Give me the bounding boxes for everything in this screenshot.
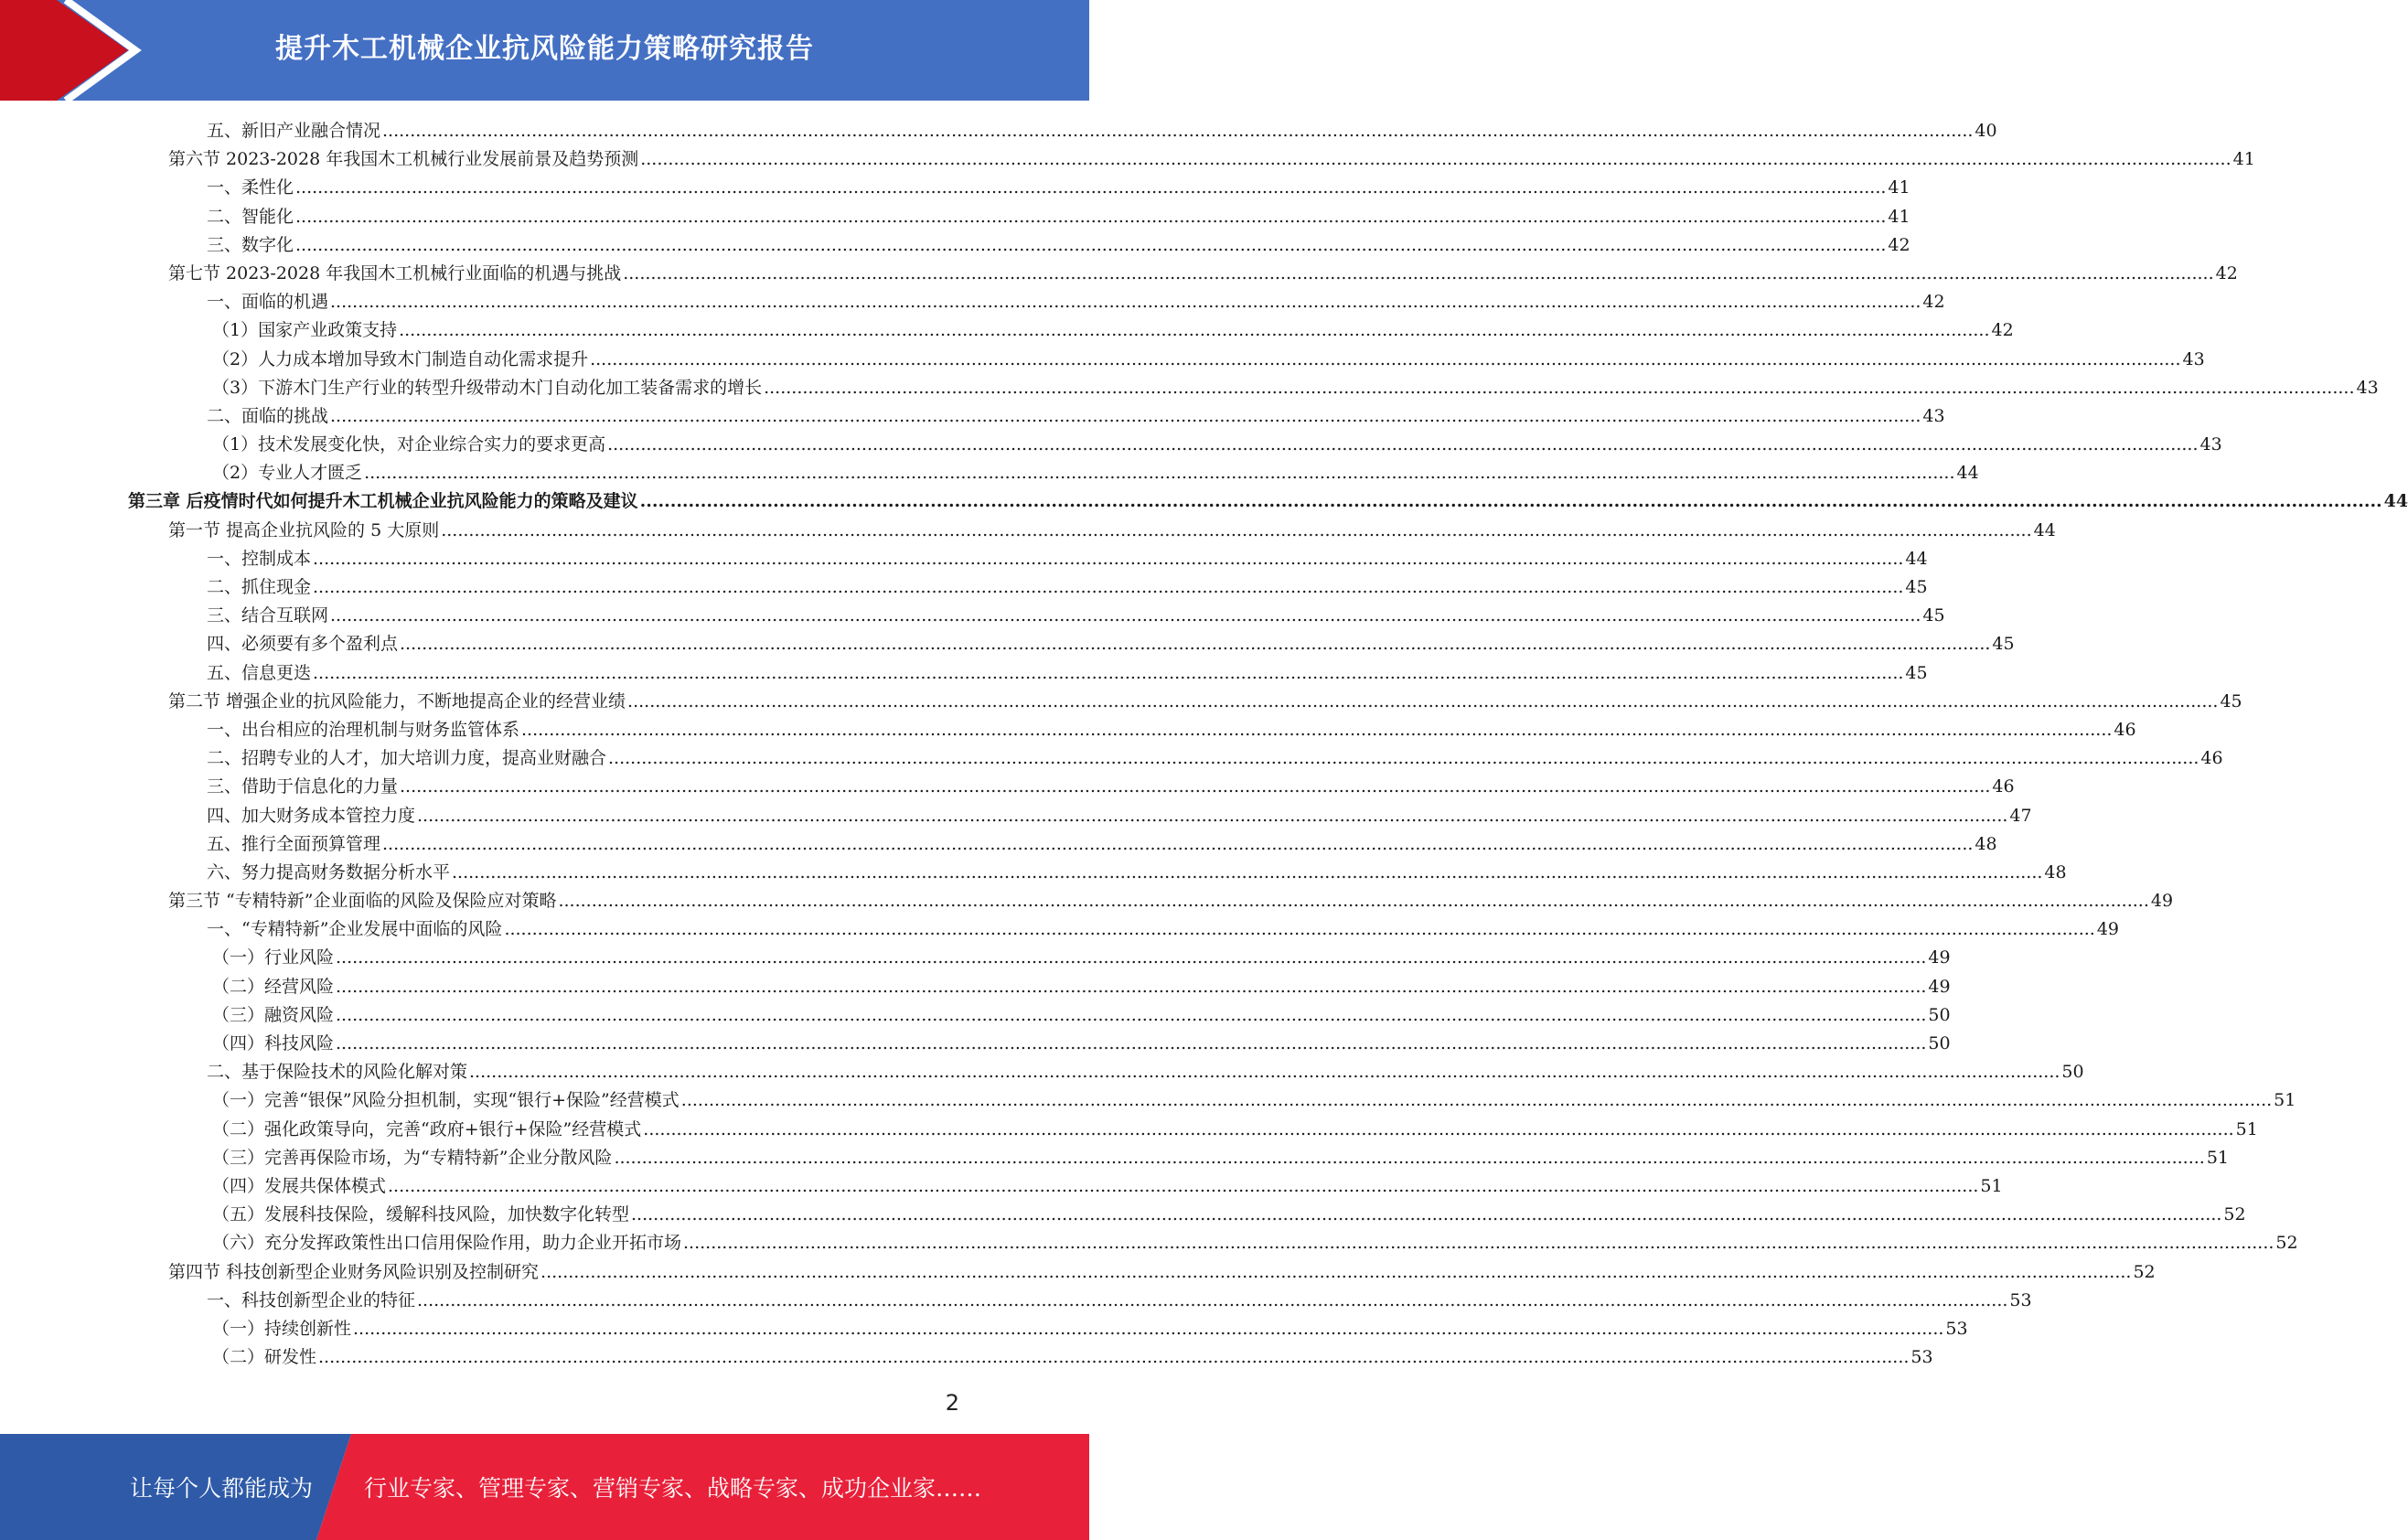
toc-entry-page: 52 (2275, 1233, 2298, 1254)
toc-dot-leader (540, 1258, 2131, 1287)
toc-entry-title: 二、抓住现金 (207, 577, 312, 597)
toc-dot-leader (336, 944, 1926, 972)
toc-entry[interactable] (128, 915, 2120, 944)
toc-entry-page: 43 (2356, 377, 2379, 398)
toc-entry-page: 45 (1992, 634, 2015, 655)
toc-dot-leader (295, 174, 1886, 202)
toc-entry[interactable] (128, 944, 1951, 972)
toc-entry[interactable] (128, 346, 2205, 374)
toc-entry-title: 二、招聘专业的人才，加大培训力度，提高业财融合 (207, 748, 607, 769)
toc-entry[interactable] (128, 716, 2136, 744)
toc-entry-page: 48 (2044, 861, 2067, 882)
toc-entry[interactable] (128, 744, 2223, 773)
toc-entry[interactable] (128, 973, 1951, 1001)
toc-entry[interactable] (128, 1144, 2230, 1172)
toc-entry-page: 50 (1928, 1004, 1951, 1025)
toc-entry-title: 一、控制成本 (207, 548, 312, 569)
toc-dot-leader (521, 716, 2112, 744)
toc-dot-leader (318, 1343, 1909, 1372)
page-footer (0, 1434, 1089, 1540)
toc-entry-page: 41 (2232, 149, 2255, 170)
toc-entry[interactable] (128, 859, 2067, 887)
toc-entry[interactable] (128, 688, 2242, 716)
toc-entry[interactable] (128, 1058, 2084, 1086)
toc-entry[interactable] (128, 1229, 2298, 1257)
toc-dot-leader (640, 487, 2382, 516)
toc-entry-title: 二、基于保险技术的风险化解对策 (207, 1062, 468, 1083)
toc-entry[interactable] (128, 459, 1979, 487)
table-of-contents (128, 117, 2408, 1372)
toc-entry[interactable] (128, 117, 1997, 145)
toc-entry-title: 第三节 “专精特新”企业面临的风险及保险应对策略 (168, 891, 557, 912)
toc-entry-title: （四）科技风险 (212, 1033, 335, 1053)
toc-entry-title: （一）完善“银保”风险分担机制，实现“银行+保险”经营模式 (212, 1090, 680, 1111)
toc-entry-page: 53 (1910, 1347, 1933, 1368)
toc-entry-title: 五、推行全面预算管理 (207, 833, 381, 854)
toc-dot-leader (400, 630, 1990, 658)
toc-entry-page: 49 (1928, 976, 1951, 997)
toc-entry-page: 43 (2182, 348, 2205, 369)
toc-entry-title: 第二节 增强企业的抗风险能力，不断地提高企业的经营业绩 (168, 690, 626, 711)
toc-entry-title: （1）国家产业政策支持 (212, 320, 398, 341)
toc-entry[interactable] (128, 830, 1997, 859)
toc-entry-title: 一、柔性化 (207, 177, 294, 198)
toc-entry-page: 42 (1922, 292, 1945, 313)
toc-entry[interactable] (128, 1258, 2156, 1287)
toc-entry-page: 44 (1956, 463, 1979, 484)
toc-dot-leader (643, 1116, 2233, 1144)
toc-entry[interactable] (128, 545, 1928, 573)
toc-entry[interactable] (128, 773, 2015, 801)
toc-entry-title: （五）发展科技保险，缓解科技风险，加快数字化转型 (212, 1204, 630, 1225)
toc-entry[interactable] (128, 630, 2015, 658)
toc-dot-leader (313, 659, 1903, 688)
toc-entry-title: 第一节 提高企业抗风险的 5 大原则 (168, 519, 440, 540)
toc-entry[interactable] (128, 260, 2238, 288)
toc-dot-leader (399, 316, 1989, 345)
toc-dot-leader (614, 1144, 2204, 1172)
toc-entry[interactable] (128, 288, 1945, 316)
toc-entry-page: 49 (2150, 891, 2174, 912)
toc-entry-page: 47 (2009, 805, 2032, 826)
toc-entry-page: 46 (2200, 748, 2223, 769)
toc-entry-page: 51 (1980, 1175, 2003, 1196)
toc-dot-leader (295, 231, 1886, 260)
toc-dot-leader (608, 744, 2199, 773)
toc-entry-page: 53 (1945, 1318, 1968, 1339)
toc-dot-leader (336, 1001, 1926, 1030)
toc-entry-page: 41 (1888, 206, 1910, 227)
toc-dot-leader (313, 545, 1903, 573)
toc-dot-leader (330, 402, 1921, 431)
toc-entry-title: （二）经营风险 (212, 976, 335, 997)
toc-dot-leader (382, 830, 1973, 859)
toc-entry-title: 第三章 后疫情时代如何提升木工机械企业抗风险能力的策略及建议 (128, 491, 638, 512)
toc-entry[interactable] (128, 402, 1945, 431)
toc-entry-title: （二）强化政策导向，完善“政府+银行+保险”经营模式 (212, 1118, 642, 1139)
toc-dot-leader (590, 346, 2180, 374)
toc-entry[interactable] (128, 174, 1910, 202)
toc-dot-leader (313, 573, 1903, 602)
toc-entry-title: 第七节 2023-2028 年我国木工机械行业面临的机遇与挑战 (168, 262, 622, 283)
toc-dot-leader (330, 602, 1921, 630)
toc-entry-title: 二、智能化 (207, 206, 294, 227)
toc-entry-title: 五、新旧产业融合情况 (207, 121, 381, 141)
toc-entry[interactable] (128, 145, 2255, 174)
toc-entry-page: 51 (2235, 1118, 2258, 1139)
toc-entry-page: 42 (1888, 234, 1910, 255)
toc-dot-leader (764, 374, 2354, 402)
toc-dot-leader (683, 1229, 2274, 1257)
toc-dot-leader (607, 431, 2198, 459)
toc-dot-leader (336, 1030, 1926, 1058)
toc-entry-title: （四）发展共保体模式 (212, 1175, 387, 1196)
toc-entry-page: 46 (1992, 776, 2015, 797)
toc-entry-page: 43 (1922, 405, 1945, 426)
toc-entry[interactable] (128, 1086, 2296, 1115)
toc-dot-leader (382, 117, 1973, 145)
toc-entry[interactable] (128, 431, 2222, 459)
toc-entry-title: 第四节 科技创新型企业财务风险识别及控制研究 (168, 1261, 540, 1282)
toc-entry-page: 52 (2223, 1204, 2246, 1225)
toc-entry-page: 44 (2383, 491, 2408, 512)
toc-dot-leader (330, 288, 1921, 316)
toc-entry-title: 三、借助于信息化的力量 (207, 776, 399, 797)
toc-entry-page: 42 (1991, 320, 2014, 341)
toc-entry-title: 六、努力提高财务数据分析水平 (207, 861, 451, 882)
toc-entry-title: 第六节 2023-2028 年我国木工机械行业发展前景及趋势预测 (168, 149, 639, 170)
toc-entry[interactable] (128, 1201, 2246, 1229)
toc-entry-page: 44 (2033, 519, 2056, 540)
toc-entry-page: 43 (2199, 434, 2222, 455)
toc-entry[interactable] (128, 1315, 1968, 1343)
toc-entry-title: 三、结合互联网 (207, 605, 329, 626)
toc-dot-leader (640, 145, 2231, 174)
report-title: 提升木工机械企业抗风险能力策略研究报告 (275, 33, 814, 65)
toc-dot-leader (417, 802, 2007, 830)
toc-dot-leader (504, 915, 2094, 944)
toc-entry[interactable] (128, 602, 1945, 630)
toc-entry-title: （2）专业人才匮乏 (212, 463, 363, 484)
toc-entry-title: 四、加大财务成本管控力度 (207, 805, 416, 826)
page-header (0, 0, 1089, 101)
toc-entry-page: 53 (2009, 1289, 2032, 1310)
toc-entry[interactable] (128, 659, 1928, 688)
toc-dot-leader (558, 887, 2148, 915)
toc-entry-page: 45 (1905, 577, 1928, 597)
toc-entry-page: 45 (1905, 662, 1928, 683)
toc-entry-page: 40 (1975, 121, 1997, 141)
toc-entry-title: （三）完善再保险市场，为“专精特新”企业分散风险 (212, 1147, 613, 1168)
toc-entry[interactable] (128, 1343, 1933, 1372)
toc-entry-title: 二、面临的挑战 (207, 405, 329, 426)
toc-entry-title: （2）人力成本增加导致木门制造自动化需求提升 (212, 348, 589, 369)
toc-entry[interactable] (128, 316, 2014, 345)
toc-entry[interactable] (128, 487, 2408, 516)
toc-entry[interactable] (128, 203, 1910, 231)
toc-dot-leader (295, 203, 1886, 231)
toc-entry-title: （三）融资风险 (212, 1004, 335, 1025)
toc-entry[interactable] (128, 1001, 1951, 1030)
toc-entry-page: 50 (2061, 1062, 2084, 1083)
toc-entry[interactable] (128, 573, 1928, 602)
toc-entry[interactable] (128, 802, 2032, 830)
toc-entry-page: 45 (2220, 690, 2242, 711)
toc-entry-page: 52 (2133, 1261, 2156, 1282)
toc-entry-title: 三、数字化 (207, 234, 294, 255)
toc-entry-page: 51 (2206, 1147, 2230, 1168)
toc-dot-leader (400, 773, 1990, 801)
toc-entry-title: 一、“专精特新”企业发展中面临的风险 (207, 919, 503, 940)
footer-slogan-left: 让每个人都能成为 (130, 1475, 314, 1502)
toc-dot-leader (441, 517, 2031, 545)
toc-dot-leader (353, 1315, 1943, 1343)
toc-entry[interactable] (128, 517, 2056, 545)
toc-entry-title: （3）下游木门生产行业的转型升级带动木门自动化加工装备需求的增长 (212, 377, 763, 398)
toc-entry-page: 49 (2096, 919, 2120, 940)
toc-entry-title: （一）行业风险 (212, 947, 335, 968)
toc-dot-leader (681, 1086, 2272, 1115)
toc-entry[interactable] (128, 1116, 2258, 1144)
toc-entry-page: 41 (1888, 177, 1910, 198)
toc-entry-title: 一、科技创新型企业的特征 (207, 1289, 416, 1310)
toc-dot-leader (364, 459, 1954, 487)
toc-entry[interactable] (128, 231, 1910, 260)
toc-dot-leader (336, 973, 1926, 1001)
toc-entry-page: 45 (1922, 605, 1945, 626)
toc-entry[interactable] (128, 1172, 2003, 1201)
toc-dot-leader (623, 260, 2213, 288)
page-number: 2 (945, 1390, 959, 1416)
toc-entry-page: 49 (1928, 947, 1951, 968)
footer-slogan-right: 行业专家、管理专家、营销专家、战略专家、成功企业家…… (364, 1475, 982, 1502)
toc-entry-title: （六）充分发挥政策性出口信用保险作用，助力企业开拓市场 (212, 1233, 682, 1254)
toc-dot-leader (631, 1201, 2221, 1229)
toc-entry[interactable] (128, 1287, 2032, 1315)
toc-entry-title: 一、面临的机遇 (207, 292, 329, 313)
toc-entry-page: 51 (2274, 1090, 2296, 1111)
toc-entry-page: 48 (1975, 833, 1997, 854)
toc-entry-title: 五、信息更迭 (207, 662, 312, 683)
toc-entry-page: 42 (2215, 262, 2238, 283)
toc-entry-page: 50 (1928, 1033, 1951, 1053)
toc-entry-title: 一、出台相应的治理机制与财务监管体系 (207, 719, 520, 740)
toc-dot-leader (469, 1058, 2060, 1086)
toc-dot-leader (417, 1287, 2007, 1315)
toc-entry-title: （一）持续创新性 (212, 1318, 352, 1339)
toc-entry-title: （1）技术发展变化快，对企业综合实力的要求更高 (212, 434, 606, 455)
toc-dot-leader (388, 1172, 1978, 1201)
toc-entry-title: （二）研发性 (212, 1347, 317, 1368)
toc-entry-title: 四、必须要有多个盈利点 (207, 634, 399, 655)
toc-entry[interactable] (128, 887, 2174, 915)
toc-dot-leader (627, 688, 2218, 716)
toc-entry-page: 44 (1905, 548, 1928, 569)
toc-dot-leader (452, 859, 2042, 887)
toc-entry-page: 46 (2114, 719, 2136, 740)
toc-entry[interactable] (128, 374, 2379, 402)
toc-entry[interactable] (128, 1030, 1951, 1058)
